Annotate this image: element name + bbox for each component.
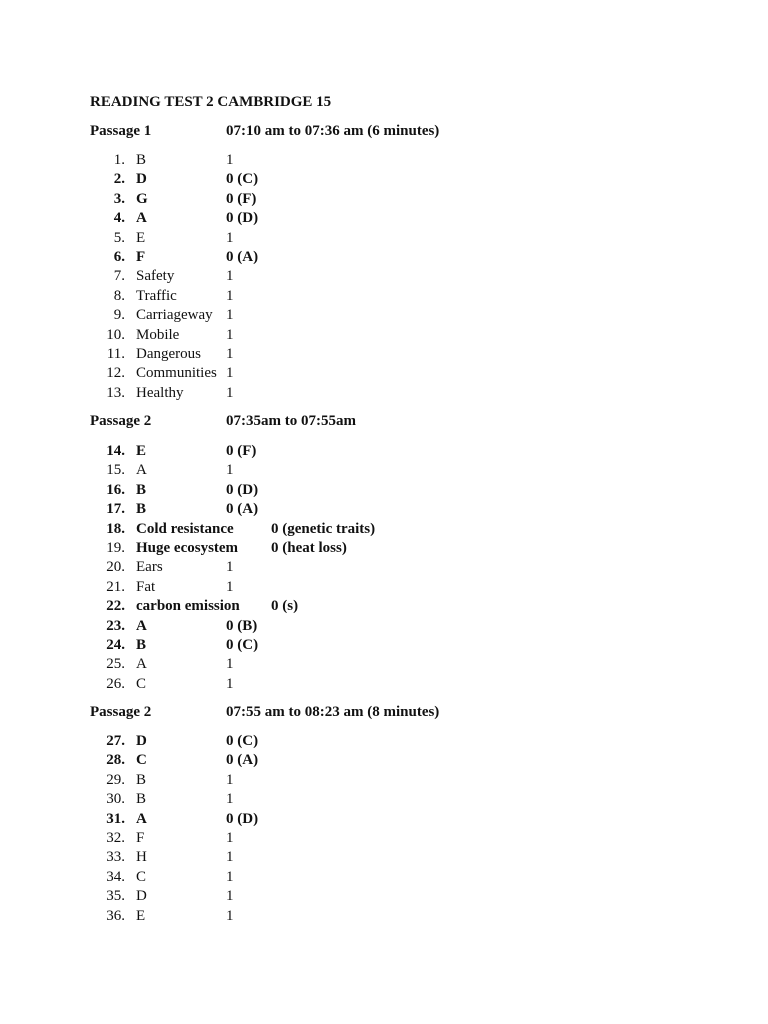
- answer-text: B: [136, 637, 147, 653]
- answer-text: C: [136, 675, 147, 692]
- question-number: 3.: [113, 190, 125, 207]
- answer-row: [0, 907, 768, 926]
- answer-row: [0, 481, 768, 500]
- answer-text: E: [136, 907, 146, 924]
- answer-text: Healthy: [136, 384, 184, 401]
- passage-time-range: 07:10 am to 07:36 am (6 minutes): [226, 123, 440, 139]
- answer-text: E: [136, 443, 147, 459]
- answer-row: [0, 151, 768, 170]
- answer-text: B: [136, 481, 147, 498]
- score-value: 1: [226, 771, 234, 788]
- score-value: 0 (F): [226, 190, 257, 207]
- answer-row: [0, 887, 768, 906]
- answer-text: B: [136, 771, 147, 788]
- question-number: 7.: [113, 268, 125, 285]
- answer-text: Ears: [136, 559, 163, 576]
- answer-row: [0, 771, 768, 790]
- score-value: 1: [226, 152, 234, 168]
- question-number: 26.: [106, 675, 125, 692]
- score-value: 0 (A): [226, 249, 259, 265]
- score-value: 1: [226, 384, 234, 401]
- answer-text: Cold resistance: [136, 520, 234, 537]
- question-number: 10.: [106, 326, 125, 343]
- question-number: 20.: [106, 559, 125, 576]
- score-value: 1: [226, 868, 234, 885]
- passage-label: Passage 2: [90, 413, 152, 429]
- answer-row: [0, 170, 768, 189]
- answer-row: [0, 364, 768, 383]
- score-value: 1: [226, 791, 234, 808]
- score-value: 1: [226, 365, 234, 382]
- answer-row: [0, 829, 768, 848]
- question-number: 25.: [106, 656, 125, 673]
- question-number: 6.: [113, 249, 125, 265]
- answer-text: B: [136, 152, 147, 168]
- document-title: READING TEST 2 CAMBRIDGE 15: [90, 94, 332, 110]
- answer-text: C: [136, 868, 147, 885]
- score-value: 0 (D): [226, 210, 259, 227]
- question-number: 2.: [113, 171, 125, 188]
- answer-row: [0, 868, 768, 887]
- score-value: 1: [226, 578, 234, 595]
- answer-text: Mobile: [136, 326, 180, 343]
- question-number: 1.: [113, 152, 125, 168]
- question-number: 35.: [106, 888, 125, 905]
- answer-row: [0, 461, 768, 480]
- answer-text: D: [136, 171, 147, 188]
- answer-text: Traffic: [136, 287, 177, 304]
- question-number: 27.: [106, 733, 125, 749]
- score-value: 0 (genetic traits): [271, 520, 376, 537]
- passage-time-range: 07:35am to 07:55am: [226, 413, 356, 429]
- answer-row: [0, 675, 768, 694]
- answer-row: [0, 636, 768, 655]
- answer-row: [0, 810, 768, 829]
- question-number: 4.: [113, 210, 125, 227]
- question-number: 11.: [106, 346, 125, 362]
- question-number: 33.: [106, 849, 125, 866]
- score-value: 0 (A): [226, 501, 259, 518]
- answer-text: D: [136, 733, 147, 749]
- question-number: 21.: [106, 578, 125, 595]
- answer-text: A: [136, 210, 147, 227]
- answer-row: [0, 209, 768, 228]
- answer-row: [0, 229, 768, 248]
- answer-row: [0, 520, 768, 539]
- answer-row: [0, 597, 768, 616]
- question-number: 29.: [106, 771, 125, 788]
- score-value: 1: [226, 559, 234, 576]
- answer-row: [0, 617, 768, 636]
- passage-label: Passage 1: [90, 123, 152, 139]
- question-number: 14.: [106, 443, 125, 459]
- question-number: 36.: [106, 907, 125, 924]
- question-number: 31.: [106, 810, 125, 827]
- answer-row: [0, 306, 768, 325]
- answer-text: H: [136, 849, 147, 866]
- question-number: 22.: [106, 598, 125, 615]
- score-value: 1: [226, 346, 234, 362]
- answer-row: [0, 345, 768, 364]
- question-number: 16.: [106, 481, 125, 498]
- answer-text: F: [136, 249, 146, 265]
- score-value: 1: [226, 326, 234, 343]
- score-value: 0 (C): [226, 733, 259, 749]
- score-value: 1: [226, 268, 234, 285]
- answer-row: [0, 790, 768, 809]
- score-value: 0 (D): [226, 481, 259, 498]
- answer-text: Dangerous: [136, 346, 201, 362]
- score-value: 1: [226, 229, 234, 246]
- question-number: 32.: [106, 830, 125, 846]
- answer-text: Communities: [136, 365, 217, 382]
- score-value: 1: [226, 287, 234, 304]
- answer-row: [0, 578, 768, 597]
- question-number: 30.: [106, 791, 125, 808]
- answer-row: [0, 655, 768, 674]
- answer-text: Safety: [136, 268, 175, 285]
- answer-text: Carriageway: [136, 307, 213, 324]
- score-value: 0 (A): [226, 752, 259, 769]
- question-number: 28.: [106, 752, 125, 769]
- question-number: 12.: [106, 365, 125, 382]
- answer-row: [0, 190, 768, 209]
- question-number: 9.: [113, 307, 125, 324]
- score-value: 1: [226, 675, 234, 692]
- question-number: 18.: [106, 520, 125, 537]
- score-value: 0 (C): [226, 171, 259, 188]
- score-value: 1: [226, 462, 234, 479]
- answer-row: [0, 248, 768, 267]
- question-number: 13.: [106, 384, 125, 401]
- question-number: 34.: [106, 868, 125, 885]
- answer-text: A: [136, 617, 147, 634]
- score-value: 0 (heat loss): [271, 540, 347, 556]
- score-value: 0 (s): [271, 598, 299, 615]
- score-value: 0 (B): [226, 617, 258, 634]
- answer-text: F: [136, 830, 145, 846]
- score-value: 1: [226, 849, 234, 866]
- score-value: 1: [226, 830, 234, 846]
- answer-row: [0, 384, 768, 403]
- answer-row: [0, 442, 768, 461]
- answer-row: [0, 500, 768, 519]
- score-value: 0 (D): [226, 810, 259, 827]
- question-number: 17.: [106, 501, 125, 518]
- question-number: 19.: [106, 540, 125, 556]
- score-value: 1: [226, 307, 234, 324]
- answer-text: G: [136, 190, 148, 207]
- answer-text: D: [136, 888, 147, 905]
- score-value: 1: [226, 656, 234, 673]
- answer-text: C: [136, 752, 147, 769]
- answer-row: [0, 287, 768, 306]
- question-number: 8.: [113, 287, 125, 304]
- answer-row: [0, 751, 768, 770]
- answer-text: B: [136, 791, 147, 808]
- answer-text: Huge ecosystem: [136, 540, 239, 556]
- question-number: 15.: [106, 462, 125, 479]
- answer-text: A: [136, 810, 147, 827]
- score-value: 1: [226, 907, 234, 924]
- answer-text: Fat: [136, 578, 156, 595]
- answer-row: [0, 539, 768, 558]
- answer-row: [0, 267, 768, 286]
- question-number: 24.: [106, 637, 125, 653]
- score-value: 1: [226, 888, 234, 905]
- answer-row: [0, 326, 768, 345]
- answer-text: A: [136, 462, 147, 479]
- answer-row: [0, 848, 768, 867]
- answer-text: B: [136, 501, 147, 518]
- answer-text: A: [136, 656, 147, 673]
- score-value: 0 (C): [226, 637, 259, 653]
- passage-time-range: 07:55 am to 08:23 am (8 minutes): [226, 704, 440, 720]
- answer-text: E: [136, 229, 146, 246]
- question-number: 5.: [113, 229, 125, 246]
- passage-label: Passage 2: [90, 704, 152, 720]
- answer-row: [0, 732, 768, 751]
- question-number: 23.: [106, 617, 125, 634]
- answer-text: carbon emission: [136, 598, 240, 615]
- score-value: 0 (F): [226, 443, 257, 459]
- answer-row: [0, 558, 768, 577]
